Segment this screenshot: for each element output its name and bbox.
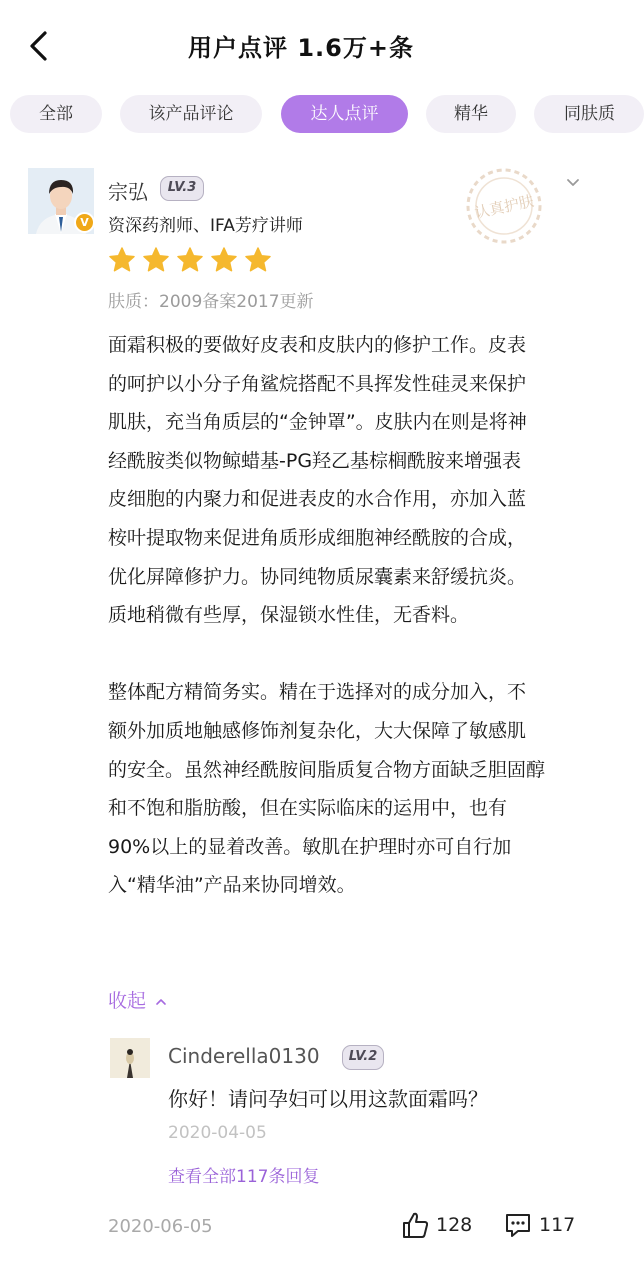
collapse-label: 收起 xyxy=(108,990,147,1012)
review-text-line: 的呵护以小分子角鲨烷搭配不具挥发性硅灵来保护 xyxy=(108,372,527,395)
review-text-line: 桉叶提取物来促进角质形成细胞神经酰胺的合成， xyxy=(108,526,527,549)
star-icon xyxy=(210,246,238,274)
comment-icon xyxy=(503,1210,533,1240)
level-badge: LV.3 xyxy=(160,176,204,201)
star-icon xyxy=(244,246,272,274)
tab-all[interactable]: 全部 xyxy=(10,95,102,133)
collapse-button[interactable] xyxy=(108,986,168,1013)
review-text xyxy=(108,326,582,905)
view-all-replies-link[interactable]: 查看全部117条回复 xyxy=(168,1167,320,1187)
tab-featured[interactable]: 精华 xyxy=(426,95,516,133)
skin-info: 肤质：2009备案2017更新 xyxy=(108,292,314,312)
reply-date: 2020-04-05 xyxy=(168,1123,267,1143)
user-name[interactable]: 宗弘 xyxy=(108,180,148,204)
reply-text: 你好！请问孕妇可以用这款面霜吗？ xyxy=(168,1087,488,1111)
review-date: 2020-06-05 xyxy=(108,1216,213,1237)
review-text-line: 皮细胞的内聚力和促进表皮的水合作用，亦加入蓝 xyxy=(108,488,527,511)
review-text-line: 面霜积极的要做好皮表和皮肤内的修护工作。皮表 xyxy=(108,334,527,356)
like-count: 128 xyxy=(436,1214,473,1236)
star-icon xyxy=(142,246,170,274)
review-text-line: 额外加质地触感修饰剂复杂化，大大保障了敏感肌 xyxy=(108,719,527,742)
review-text-line: 优化屏障修护力。协同纯物质尿囊素来舒缓抗炎。 xyxy=(108,565,527,588)
review-text-line: 肌肤，充当角质层的“金钟罩”。皮肤内在则是将神 xyxy=(108,411,527,434)
chevron-up-icon xyxy=(154,995,168,1009)
like-button[interactable] xyxy=(400,1208,480,1244)
reply-avatar-image xyxy=(110,1038,150,1078)
review-text-line: 经酰胺类似物鲸蜡基-PG羟乙基棕榈酰胺来增强表 xyxy=(108,449,522,472)
paragraph-gap xyxy=(108,635,582,674)
comment-button[interactable] xyxy=(503,1208,579,1244)
tab-product-reviews[interactable]: 该产品评论 xyxy=(120,95,262,133)
reply-avatar[interactable] xyxy=(110,1038,150,1078)
stamp-seal-icon xyxy=(458,166,550,246)
star-icon xyxy=(108,246,136,274)
comment-count: 117 xyxy=(539,1214,576,1236)
reply-level-badge: LV.2 xyxy=(342,1045,384,1070)
review-text-line: 90%以上的显着改善。敏肌在护理时亦可自行加 xyxy=(108,835,512,858)
header xyxy=(0,0,602,90)
reply-user-name[interactable]: Cinderella0130 xyxy=(168,1044,320,1068)
star-icon xyxy=(176,246,204,274)
certified-stamp xyxy=(458,166,550,246)
stamp-text: 认真护肤 xyxy=(472,191,536,223)
verified-badge: V xyxy=(74,212,95,233)
tab-same-skin[interactable]: 同肤质 xyxy=(534,95,644,133)
page-title: 用户点评 1.6万+条 xyxy=(188,34,414,62)
filter-tabs xyxy=(0,95,615,135)
more-options-button[interactable] xyxy=(562,172,584,194)
chevron-down-icon xyxy=(562,172,584,194)
user-title: 资深药剂师、IFA芳疗讲师 xyxy=(108,216,303,236)
review-text-line: 质地稍微有些厚，保湿锁水性佳，无香料。 xyxy=(108,604,470,627)
tab-expert-reviews[interactable]: 达人点评 xyxy=(281,95,408,133)
review-text-line: 的安全。虽然神经酰胺间脂质复合物方面缺乏胆固醇 xyxy=(108,758,546,781)
review-text-line: 入“精华油”产品来协同增效。 xyxy=(108,874,356,897)
thumbs-up-icon xyxy=(400,1210,430,1240)
review-text-line: 整体配方精简务实。精在于选择对的成分加入，不 xyxy=(108,681,527,704)
review-text-line: 和不饱和脂肪酸，但在实际临床的运用中，也有 xyxy=(108,797,508,820)
